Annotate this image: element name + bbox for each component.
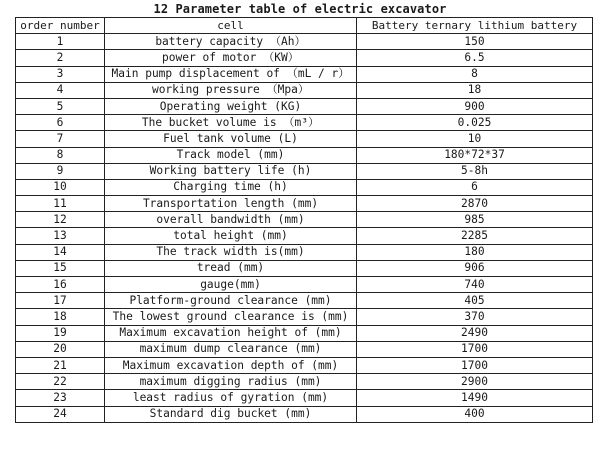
- row-order-number: 17: [16, 293, 105, 309]
- row-parameter-value: 740: [357, 277, 593, 293]
- row-parameter-name: The track width is(mm): [105, 244, 357, 260]
- header-battery-type: Battery ternary lithium battery: [357, 18, 593, 34]
- row-parameter-value: 0.025: [357, 115, 593, 131]
- row-parameter-value: 8: [357, 66, 593, 82]
- row-order-number: 18: [16, 309, 105, 325]
- table-row: [16, 98, 593, 114]
- row-parameter-name: Maximum excavation depth of (mm): [105, 357, 357, 373]
- table-title: 12 Parameter table of electric excavator: [153, 2, 447, 16]
- row-parameter-value: 180*72*37: [357, 147, 593, 163]
- row-order-number: 12: [16, 212, 105, 228]
- row-parameter-name: Fuel tank volume (L): [105, 131, 357, 147]
- row-order-number: 21: [16, 357, 105, 373]
- row-order-number: 19: [16, 325, 105, 341]
- row-order-number: 1: [16, 34, 105, 50]
- row-parameter-value: 180: [357, 244, 593, 260]
- row-parameter-value: 370: [357, 309, 593, 325]
- table-row: [16, 66, 593, 82]
- table-row: [16, 309, 593, 325]
- row-order-number: 6: [16, 115, 105, 131]
- table-row: [16, 277, 593, 293]
- row-order-number: 9: [16, 163, 105, 179]
- row-order-number: 8: [16, 147, 105, 163]
- table-row: [16, 260, 593, 276]
- row-order-number: 11: [16, 196, 105, 212]
- table-row: [16, 406, 593, 422]
- row-parameter-value: 405: [357, 293, 593, 309]
- header-cell: cell: [105, 18, 357, 34]
- table-row: [16, 212, 593, 228]
- table-row: [16, 228, 593, 244]
- row-parameter-value: 900: [357, 98, 593, 114]
- row-parameter-value: 1700: [357, 341, 593, 357]
- row-order-number: 15: [16, 260, 105, 276]
- row-parameter-name: Track model (mm): [105, 147, 357, 163]
- row-order-number: 7: [16, 131, 105, 147]
- table-row: [16, 179, 593, 195]
- table-row: [16, 390, 593, 406]
- header-order-number: order number: [16, 18, 105, 34]
- row-parameter-name: working pressure （Mpa）: [105, 82, 357, 98]
- table-row: [16, 374, 593, 390]
- table-body: [16, 34, 593, 423]
- row-parameter-name: Charging time (h): [105, 179, 357, 195]
- row-parameter-name: Transportation length (mm): [105, 196, 357, 212]
- table-header-row: [16, 18, 593, 34]
- row-order-number: 22: [16, 374, 105, 390]
- table-row: [16, 34, 593, 50]
- row-parameter-name: The bucket volume is （m³）: [105, 115, 357, 131]
- row-parameter-name: Maximum excavation height of (mm): [105, 325, 357, 341]
- row-order-number: 13: [16, 228, 105, 244]
- row-order-number: 10: [16, 179, 105, 195]
- row-parameter-value: 6.5: [357, 50, 593, 66]
- row-parameter-name: gauge(mm): [105, 277, 357, 293]
- row-parameter-value: 2285: [357, 228, 593, 244]
- row-parameter-value: 2900: [357, 374, 593, 390]
- table-row: [16, 357, 593, 373]
- row-parameter-value: 1700: [357, 357, 593, 373]
- parameter-table: [15, 17, 593, 423]
- row-parameter-name: maximum digging radius (mm): [105, 374, 357, 390]
- row-parameter-name: battery capacity （Ah）: [105, 34, 357, 50]
- row-parameter-value: 400: [357, 406, 593, 422]
- row-order-number: 24: [16, 406, 105, 422]
- row-parameter-value: 10: [357, 131, 593, 147]
- row-parameter-name: The lowest ground clearance is (mm): [105, 309, 357, 325]
- row-parameter-name: Main pump displacement of （mL / r）: [105, 66, 357, 82]
- row-order-number: 4: [16, 82, 105, 98]
- row-order-number: 16: [16, 277, 105, 293]
- table-row: [16, 244, 593, 260]
- row-parameter-value: 6: [357, 179, 593, 195]
- row-parameter-name: Working battery life (h): [105, 163, 357, 179]
- row-parameter-name: maximum dump clearance (mm): [105, 341, 357, 357]
- row-parameter-value: 2490: [357, 325, 593, 341]
- table-row: [16, 196, 593, 212]
- row-parameter-name: Operating weight (KG): [105, 98, 357, 114]
- row-parameter-value: 906: [357, 260, 593, 276]
- table-row: [16, 147, 593, 163]
- row-parameter-value: 18: [357, 82, 593, 98]
- row-parameter-value: 985: [357, 212, 593, 228]
- row-order-number: 14: [16, 244, 105, 260]
- row-parameter-name: Standard dig bucket (mm): [105, 406, 357, 422]
- table-row: [16, 50, 593, 66]
- table-row: [16, 115, 593, 131]
- row-order-number: 5: [16, 98, 105, 114]
- row-order-number: 2: [16, 50, 105, 66]
- row-order-number: 23: [16, 390, 105, 406]
- row-parameter-name: Platform-ground clearance (mm): [105, 293, 357, 309]
- row-parameter-name: total height (mm): [105, 228, 357, 244]
- row-parameter-name: least radius of gyration (mm): [105, 390, 357, 406]
- table-row: [16, 293, 593, 309]
- row-parameter-value: 1490: [357, 390, 593, 406]
- row-parameter-name: power of motor （KW）: [105, 50, 357, 66]
- row-parameter-name: tread (mm): [105, 260, 357, 276]
- table-row: [16, 341, 593, 357]
- row-parameter-name: overall bandwidth (mm): [105, 212, 357, 228]
- table-row: [16, 82, 593, 98]
- row-parameter-value: 2870: [357, 196, 593, 212]
- row-order-number: 20: [16, 341, 105, 357]
- row-parameter-value: 5-8h: [357, 163, 593, 179]
- row-parameter-value: 150: [357, 34, 593, 50]
- table-row: [16, 325, 593, 341]
- table-row: [16, 163, 593, 179]
- row-order-number: 3: [16, 66, 105, 82]
- table-row: [16, 131, 593, 147]
